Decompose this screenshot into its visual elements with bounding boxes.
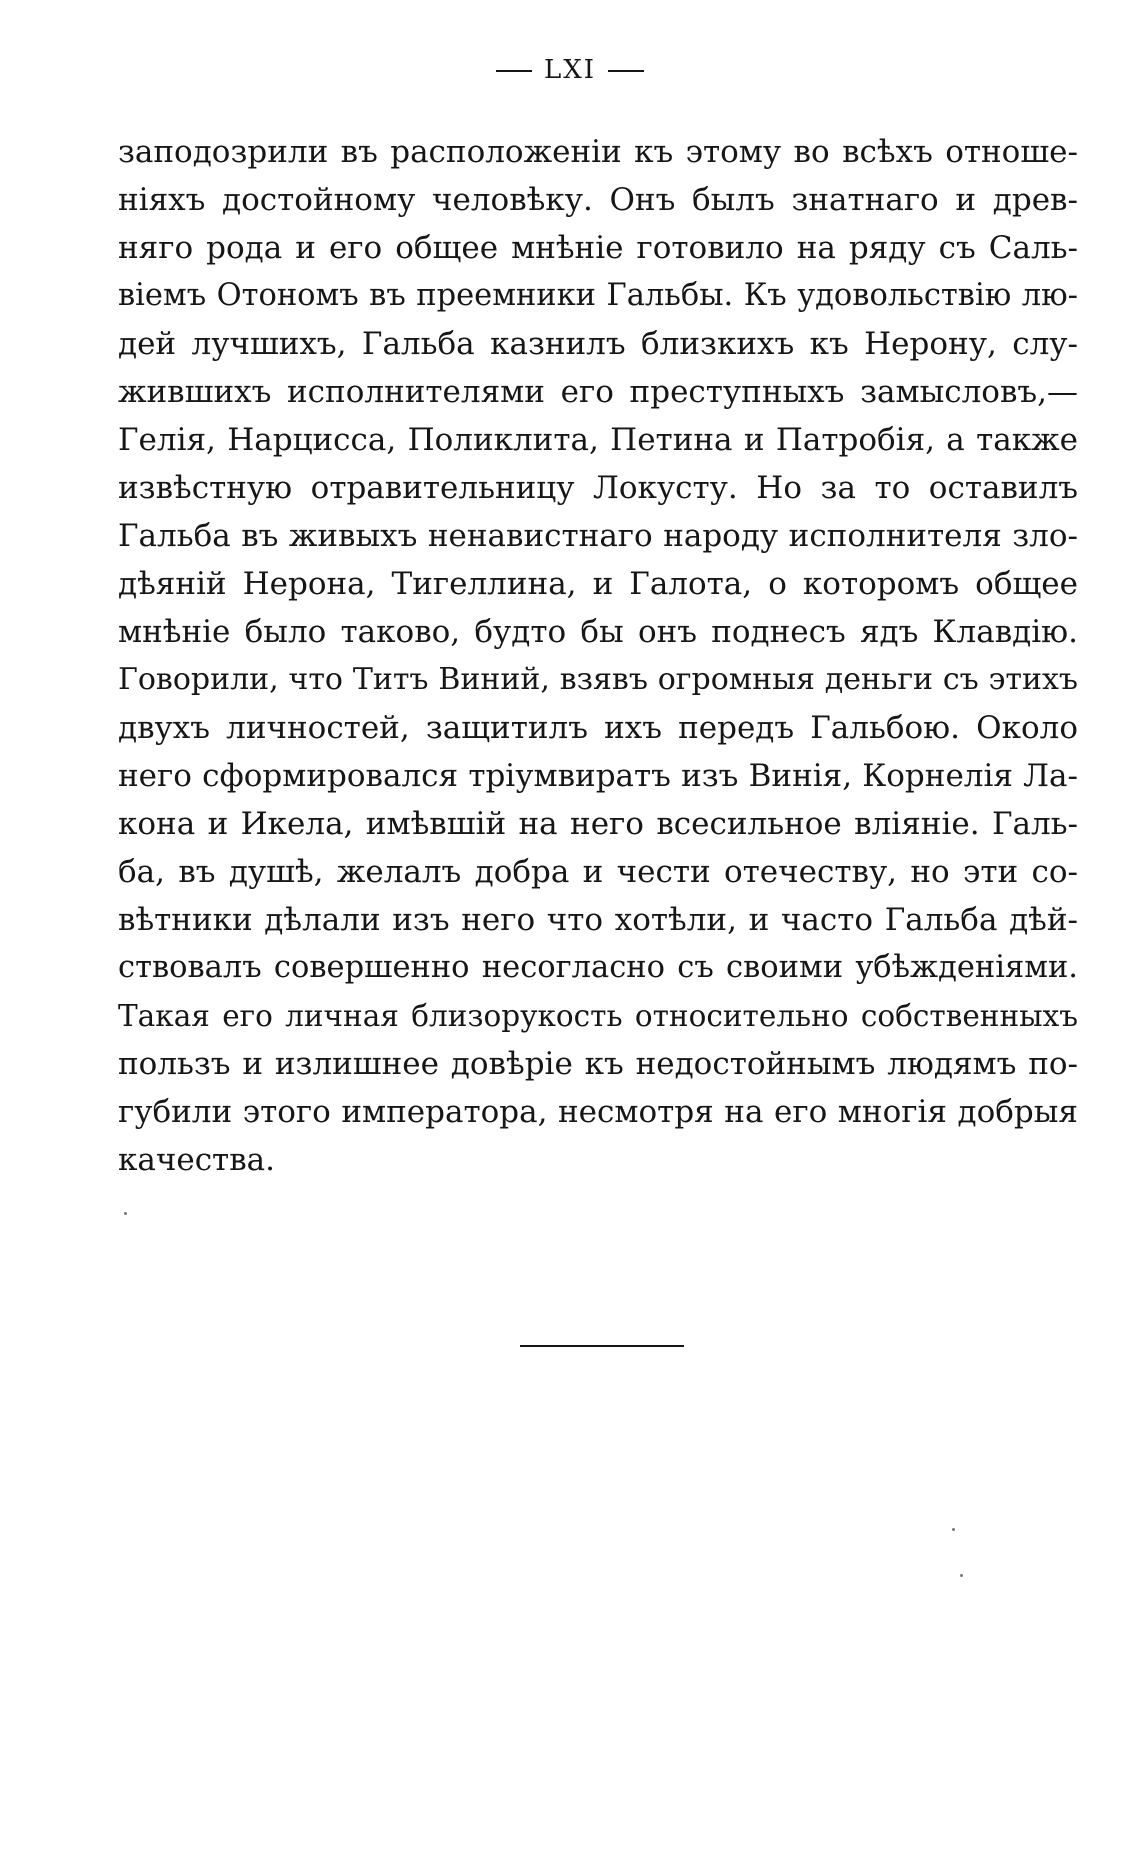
text-line: Гелiя, Нарцисса, Поликлита, Петина и Патробiя, а также [118,422,1078,458]
paper-speck [952,1528,955,1531]
text-line: няго рода и его общее мнѣнiе готовило на ряду съ Саль- [118,230,1078,266]
body-text [118,128,1078,1184]
text-line-last: качества. [118,1142,275,1178]
section-end-rule [520,1345,684,1347]
text-line: извѣстную отравительницу Локусту. Но за то оставилъ [118,470,1078,506]
text-line: жившихъ исполнителями его преступныхъ замысловъ,— [118,374,1078,410]
text-line: мнѣнiе было таково, будто бы онъ поднесъ ядъ Клавдiю. [118,614,1078,650]
text-line: губили этого императора, несмотря на его многiя добрыя [118,1094,1078,1130]
folio-dash-right [608,70,644,72]
text-line: дѣянiй Нерона, Тигеллина, и Галота, о которомъ общее [118,566,1078,602]
text-line: нiяхъ достойному человѣку. Онъ былъ знатнаго и древ- [118,182,1078,218]
text-line: двухъ личностей, защитилъ ихъ передъ Гальбою. Около [118,710,1078,746]
text-line: него сформировался трiумвиратъ изъ Винiя, Корнелiя Ла- [118,758,1078,794]
text-line: Гальба въ живыхъ ненавистнаго народу исполнителя зло- [118,518,1078,554]
text-line: вѣтники дѣлали изъ него что хотѣли, и часто Гальба дѣй- [118,902,1078,938]
text-line: ствовалъ совершенно несогласно съ своими убѣжденiями. [118,950,1078,985]
text-line: пользъ и излишнее довѣрiе къ недостойнымъ людямъ по- [118,1046,1078,1082]
text-line: кона и Икела, имѣвшiй на него всесильное влiянiе. Галь- [118,806,1078,842]
text-line: заподозрили въ расположенiи къ этому во всѣхъ отноше- [118,134,1078,170]
paper-speck [960,1574,963,1577]
paper-speck [124,1212,127,1215]
text-line: ба, въ душѣ, желалъ добра и чести отечеству, но эти со- [118,854,1078,890]
text-line: Говорили, что Титъ Виний, взявъ огромныя деньги съ этихъ [118,662,1078,697]
text-line: дей лучшихъ, Гальба казнилъ близкихъ къ Нерону, слу- [118,326,1078,362]
text-line: вiемъ Отономъ въ преемники Гальбы. Къ удовольствiю лю- [118,278,1078,313]
page-number [0,52,1140,88]
folio-dash-left [496,70,532,72]
text-line: Такая его личная близорукость относительно собственныхъ [118,999,1078,1033]
page-number-text: LXI [543,55,597,85]
